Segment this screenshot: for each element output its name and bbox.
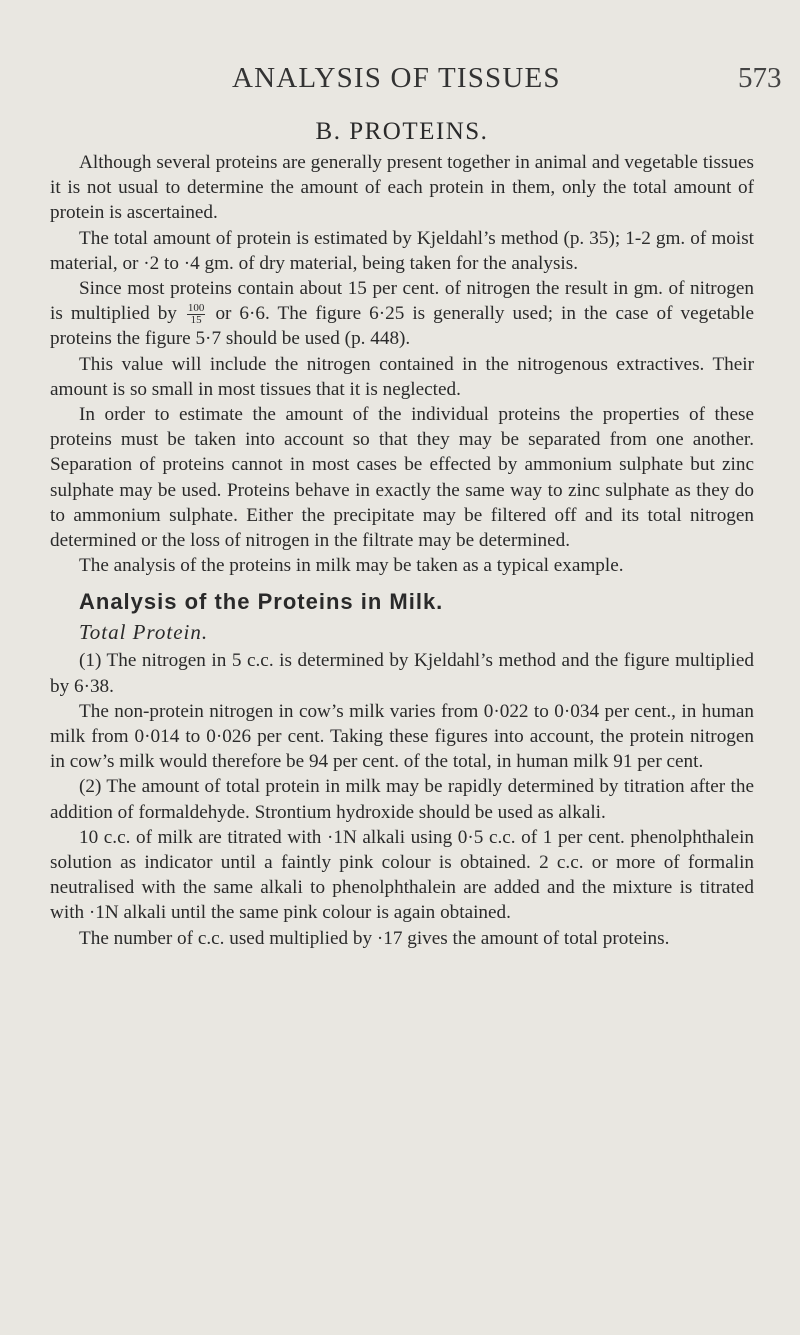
- paragraph-with-fraction: [50, 276, 754, 352]
- page-header: [0, 62, 800, 102]
- page-content: [50, 118, 754, 951]
- paragraph: (2) The amount of total protein in milk may be rapidly determined by titration after the addition of formaldehyde. Strontium hydroxide should be used as alkali.: [50, 776, 754, 823]
- paragraph: This value will include the nitrogen contained in the nitrogenous extractives. Their amount is so small in most tissues that it is neglected.: [50, 353, 754, 400]
- page-number: 573: [738, 62, 782, 94]
- paragraph: The non-protein nitrogen in cow’s milk varies from 0·022 to 0·034 per cent., in human milk from 0·014 to 0·026 per cent. Taking these figures into account, the protein nitrogen in cow’s milk would therefore be 94 per cent. of the total, in human milk 91 per cent.: [50, 700, 754, 773]
- subsection-heading: Analysis of the Proteins in Milk.: [79, 589, 444, 615]
- paragraph: Although several proteins are generally present together in animal and vegetable tissues it is not usual to determine the amount of each protein in them, only the total amount of protein is ascertained.: [50, 152, 754, 224]
- text-run: or 6·6. The figure 6·25 is generally used; in the case of vegetable proteins the figure 5·7 should be used (p. 448).: [50, 303, 754, 350]
- paragraph: (1) The nitrogen in 5 c.c. is determined by Kjeldahl’s method and the figure multiplied by 6·38.: [50, 650, 754, 697]
- fraction-numerator: 100: [187, 302, 205, 315]
- fraction-denominator: 15: [190, 314, 202, 327]
- fraction: [187, 303, 206, 326]
- paragraph: 10 c.c. of milk are titrated with ·1N alkali using 0·5 c.c. of 1 per cent. phenolphthalein solution as indicator until a faintly pink colour is obtained. 2 c.c. or more of formalin neutralised with the same alkali to phenolphthalein are added and the mixture is titrated with ·1N alkali until the same pink colour is again obtained.: [50, 826, 754, 924]
- text-run: Since most proteins contain about 15 per cent. of nitrogen the result in gm. of nitrogen is multiplied by: [50, 278, 754, 325]
- paragraph: The total amount of protein is estimated by Kjeldahl’s method (p. 35); 1-2 gm. of moist material, or ·2 to ·4 gm. of dry material, being taken for the analysis.: [50, 227, 754, 274]
- sub-subsection-heading: Total Protein.: [79, 620, 209, 645]
- paragraph: In order to estimate the amount of the individual proteins the properties of these proteins must be taken into account so that they may be separated from one another. Separation of proteins cannot in most cases be effected by ammonium sulphate but zinc sulphate may be used. Proteins behave in exactly the same way to zinc sulphate as they do to ammonium sulphate. Either the precipitate may be filtered off and its total nitrogen determined or the loss of nitrogen in the filtrate may be determined.: [50, 404, 754, 552]
- paragraph: The analysis of the proteins in milk may be taken as a typical example.: [79, 555, 624, 577]
- running-title: ANALYSIS OF TISSUES: [232, 62, 561, 94]
- section-title: B. PROTEINS.: [315, 118, 489, 145]
- paragraph: The number of c.c. used multiplied by ·17 gives the amount of total proteins.: [79, 927, 670, 949]
